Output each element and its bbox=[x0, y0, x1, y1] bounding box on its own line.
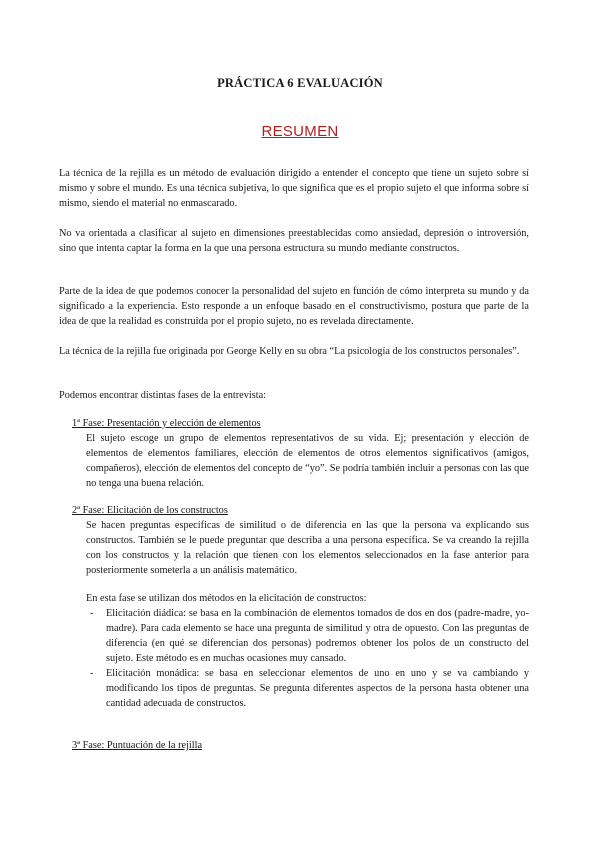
list-item bbox=[86, 606, 529, 666]
paragraph-intro: La técnica de la rejilla es un método de evaluación dirigido a entender el concepto que tiene un sujeto sobre sí mismo y sobre el mundo. Es una técnica subjetiva, lo que significa que es el propio sujeto el que informa sobre sí mismo, siendo el material no enmascarado. bbox=[59, 168, 529, 209]
phase-3-heading: 3ª Fase: Puntuación de la rejilla bbox=[72, 740, 203, 751]
paragraph-phases-intro: Podemos encontrar distintas fases de la entrevista: bbox=[59, 390, 267, 401]
methods-list bbox=[86, 606, 529, 711]
phase-1-heading: 1ª Fase: Presentación y elección de elementos bbox=[72, 418, 261, 429]
list-item bbox=[86, 666, 529, 711]
phase-2-heading: 2ª Fase: Elicitación de los constructos bbox=[72, 505, 228, 516]
paragraph-constructivism: Parte de la idea de que podemos conocer la personalidad del sujeto en función de cómo interpreta su mundo y da significado a la experiencia. Esto responde a un enfoque basado en el constructivismo, postura que parte de la idea de que la realidad es construida por el propio sujeto, no es revelada directamente. bbox=[59, 286, 529, 327]
section-heading-resumen: RESUMEN bbox=[261, 123, 339, 140]
dash-bullet: - bbox=[90, 668, 94, 679]
phase-2-methods-intro: En esta fase se utilizan dos métodos en la elicitación de constructos: bbox=[86, 593, 367, 604]
phase-1-text: El sujeto escoge un grupo de elementos representativos de su vida. Ej; presentación y elección de elementos de elementos familiares, elección de elementos de otros elementos significativos (amigos, compañeros), elección de elementos del concepto de “yo”. Se podría también incluir a personas con las que no tenga una buena relación. bbox=[86, 433, 529, 489]
paragraph-orientation: No va orientada a clasificar al sujeto en dimensiones preestablecidas como ansiedad, depresión o introversión, sino que intenta captar la forma en la que una persona estructura su mundo mediante constructos. bbox=[59, 228, 529, 254]
method-monadic-text: Elicitación monádica: se basa en seleccionar elementos de uno en uno y se va cambiando y modificando los tipos de preguntas. Se pregunta diferentes aspectos de la persona hasta obtener una cantidad adecuada de constructos. bbox=[106, 668, 529, 709]
document-title: PRÁCTICA 6 EVALUACIÓN bbox=[217, 76, 383, 90]
method-diadic-text: Elicitación diádica: se basa en la combinación de elementos tomados de dos en dos (padre-madre, yo-madre). Para cada elemento se hace una pregunta de similitud y otra de opuesto. Con las preguntas de diferencia (en qué se diferencian dos personas) podremos obtener los polos de un constructo del sujeto. Este método es en muchas ocasiones muy cansado. bbox=[106, 608, 529, 664]
paragraph-origin: La técnica de la rejilla fue originada por George Kelly en su obra “La psicología de los constructos personales”. bbox=[59, 346, 520, 357]
dash-bullet: - bbox=[90, 608, 94, 619]
phase-2-text: Se hacen preguntas específicas de similitud o de diferencia en las que la persona va explicando sus constructos. También se le puede preguntar que describa a una persona específica. Se va creando la rejilla con los constructos y la relación que tienen con los elementos seleccionados en la fase anterior para posteriormente someterla a un análisis matemático. bbox=[86, 520, 529, 576]
